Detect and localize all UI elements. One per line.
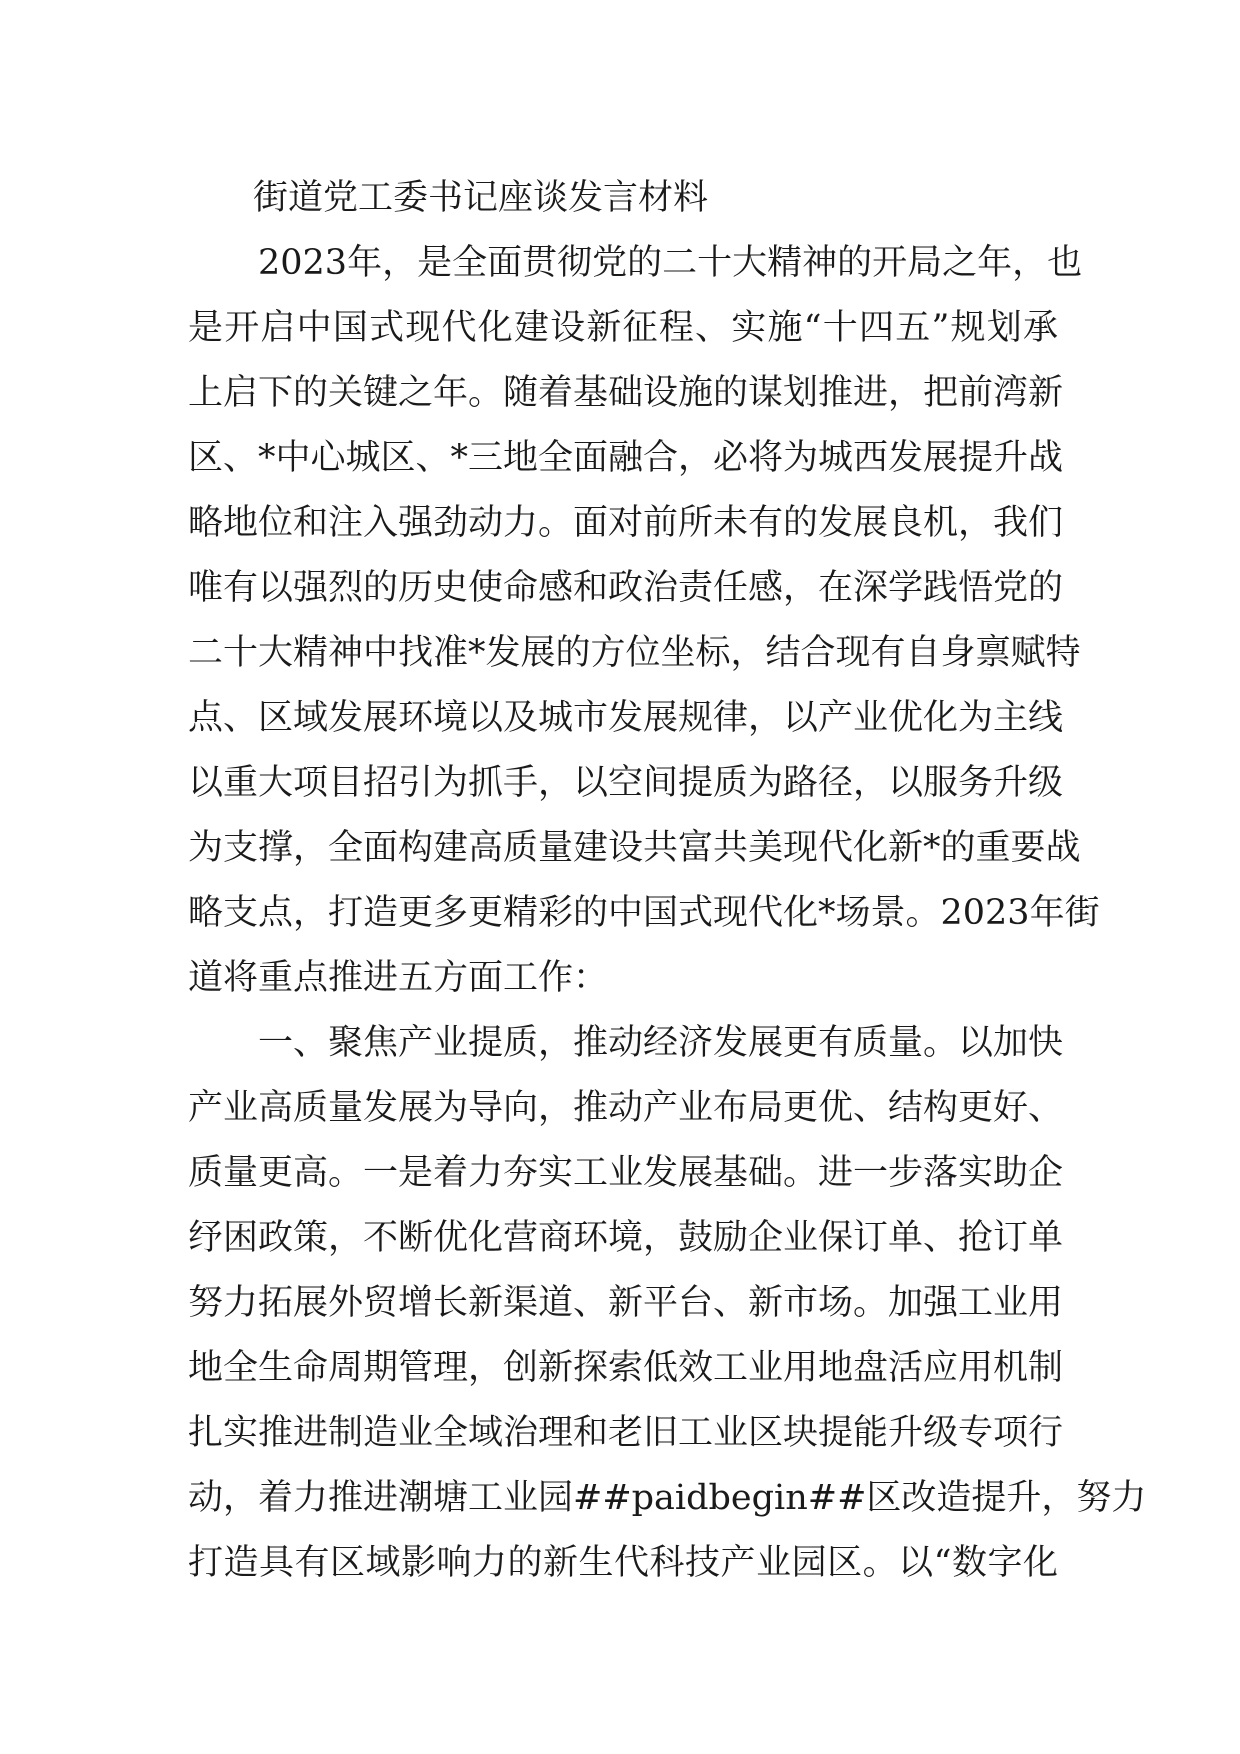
paragraph-line: 努力拓展外贸增长新渠道、新平台、新市场。加强工业用	[188, 1283, 1064, 1323]
paragraph-line: 产业高质量发展为导向，推动产业布局更优、结构更好、	[188, 1088, 1064, 1128]
paragraph-line: 2023年，是全面贯彻党的二十大精神的开局之年，也	[258, 243, 1083, 283]
paragraph-line: 点、区域发展环境以及城市发展规律，以产业优化为主线	[188, 698, 1064, 738]
paragraph-line: 区、*中心城区、*三地全面融合，必将为城西发展提升战	[188, 438, 1064, 478]
paragraph-line: 扎实推进制造业全域治理和老旧工业区块提能升级专项行	[188, 1413, 1064, 1453]
paragraph-line: 以重大项目招引为抓手，以空间提质为路径，以服务升级	[188, 763, 1064, 803]
paragraph-line: 略支点，打造更多更精彩的中国式现代化*场景。2023年街	[188, 893, 1100, 933]
paragraph-line: 道将重点推进五方面工作：	[188, 958, 609, 998]
paragraph-line: 二十大精神中找准*发展的方位坐标，结合现有自身禀赋特	[188, 633, 1081, 673]
paragraph-line: 一、聚焦产业提质，推动经济发展更有质量。以加快	[258, 1023, 1064, 1063]
paragraph-line: 上启下的关键之年。随着基础设施的谋划推进，把前湾新	[188, 373, 1064, 413]
document-title: 街道党工委书记座谈发言材料	[253, 178, 709, 218]
paragraph-line: 唯有以强烈的历史使命感和政治责任感，在深学践悟党的	[188, 568, 1064, 608]
paragraph-line: 是开启中国式现代化建设新征程、实施“十四五”规划承	[188, 308, 1058, 348]
paragraph-line: 打造具有区域影响力的新生代科技产业园区。以“数字化	[188, 1543, 1058, 1583]
paragraph-line: 略地位和注入强劲动力。面对前所未有的发展良机，我们	[188, 503, 1064, 543]
paragraph-line: 为支撑，全面构建高质量建设共富共美现代化新*的重要战	[188, 828, 1081, 868]
paragraph-line: 纾困政策，不断优化营商环境，鼓励企业保订单、抢订单	[188, 1218, 1064, 1258]
paragraph-line: 地全生命周期管理，创新探索低效工业用地盘活应用机制	[188, 1348, 1064, 1388]
paragraph-line: 质量更高。一是着力夯实工业发展基础。进一步落实助企	[188, 1153, 1064, 1193]
document-body	[188, 166, 1147, 1596]
paragraph-line: 动，着力推进潮塘工业园##paidbegin##区改造提升，努力	[188, 1478, 1147, 1518]
